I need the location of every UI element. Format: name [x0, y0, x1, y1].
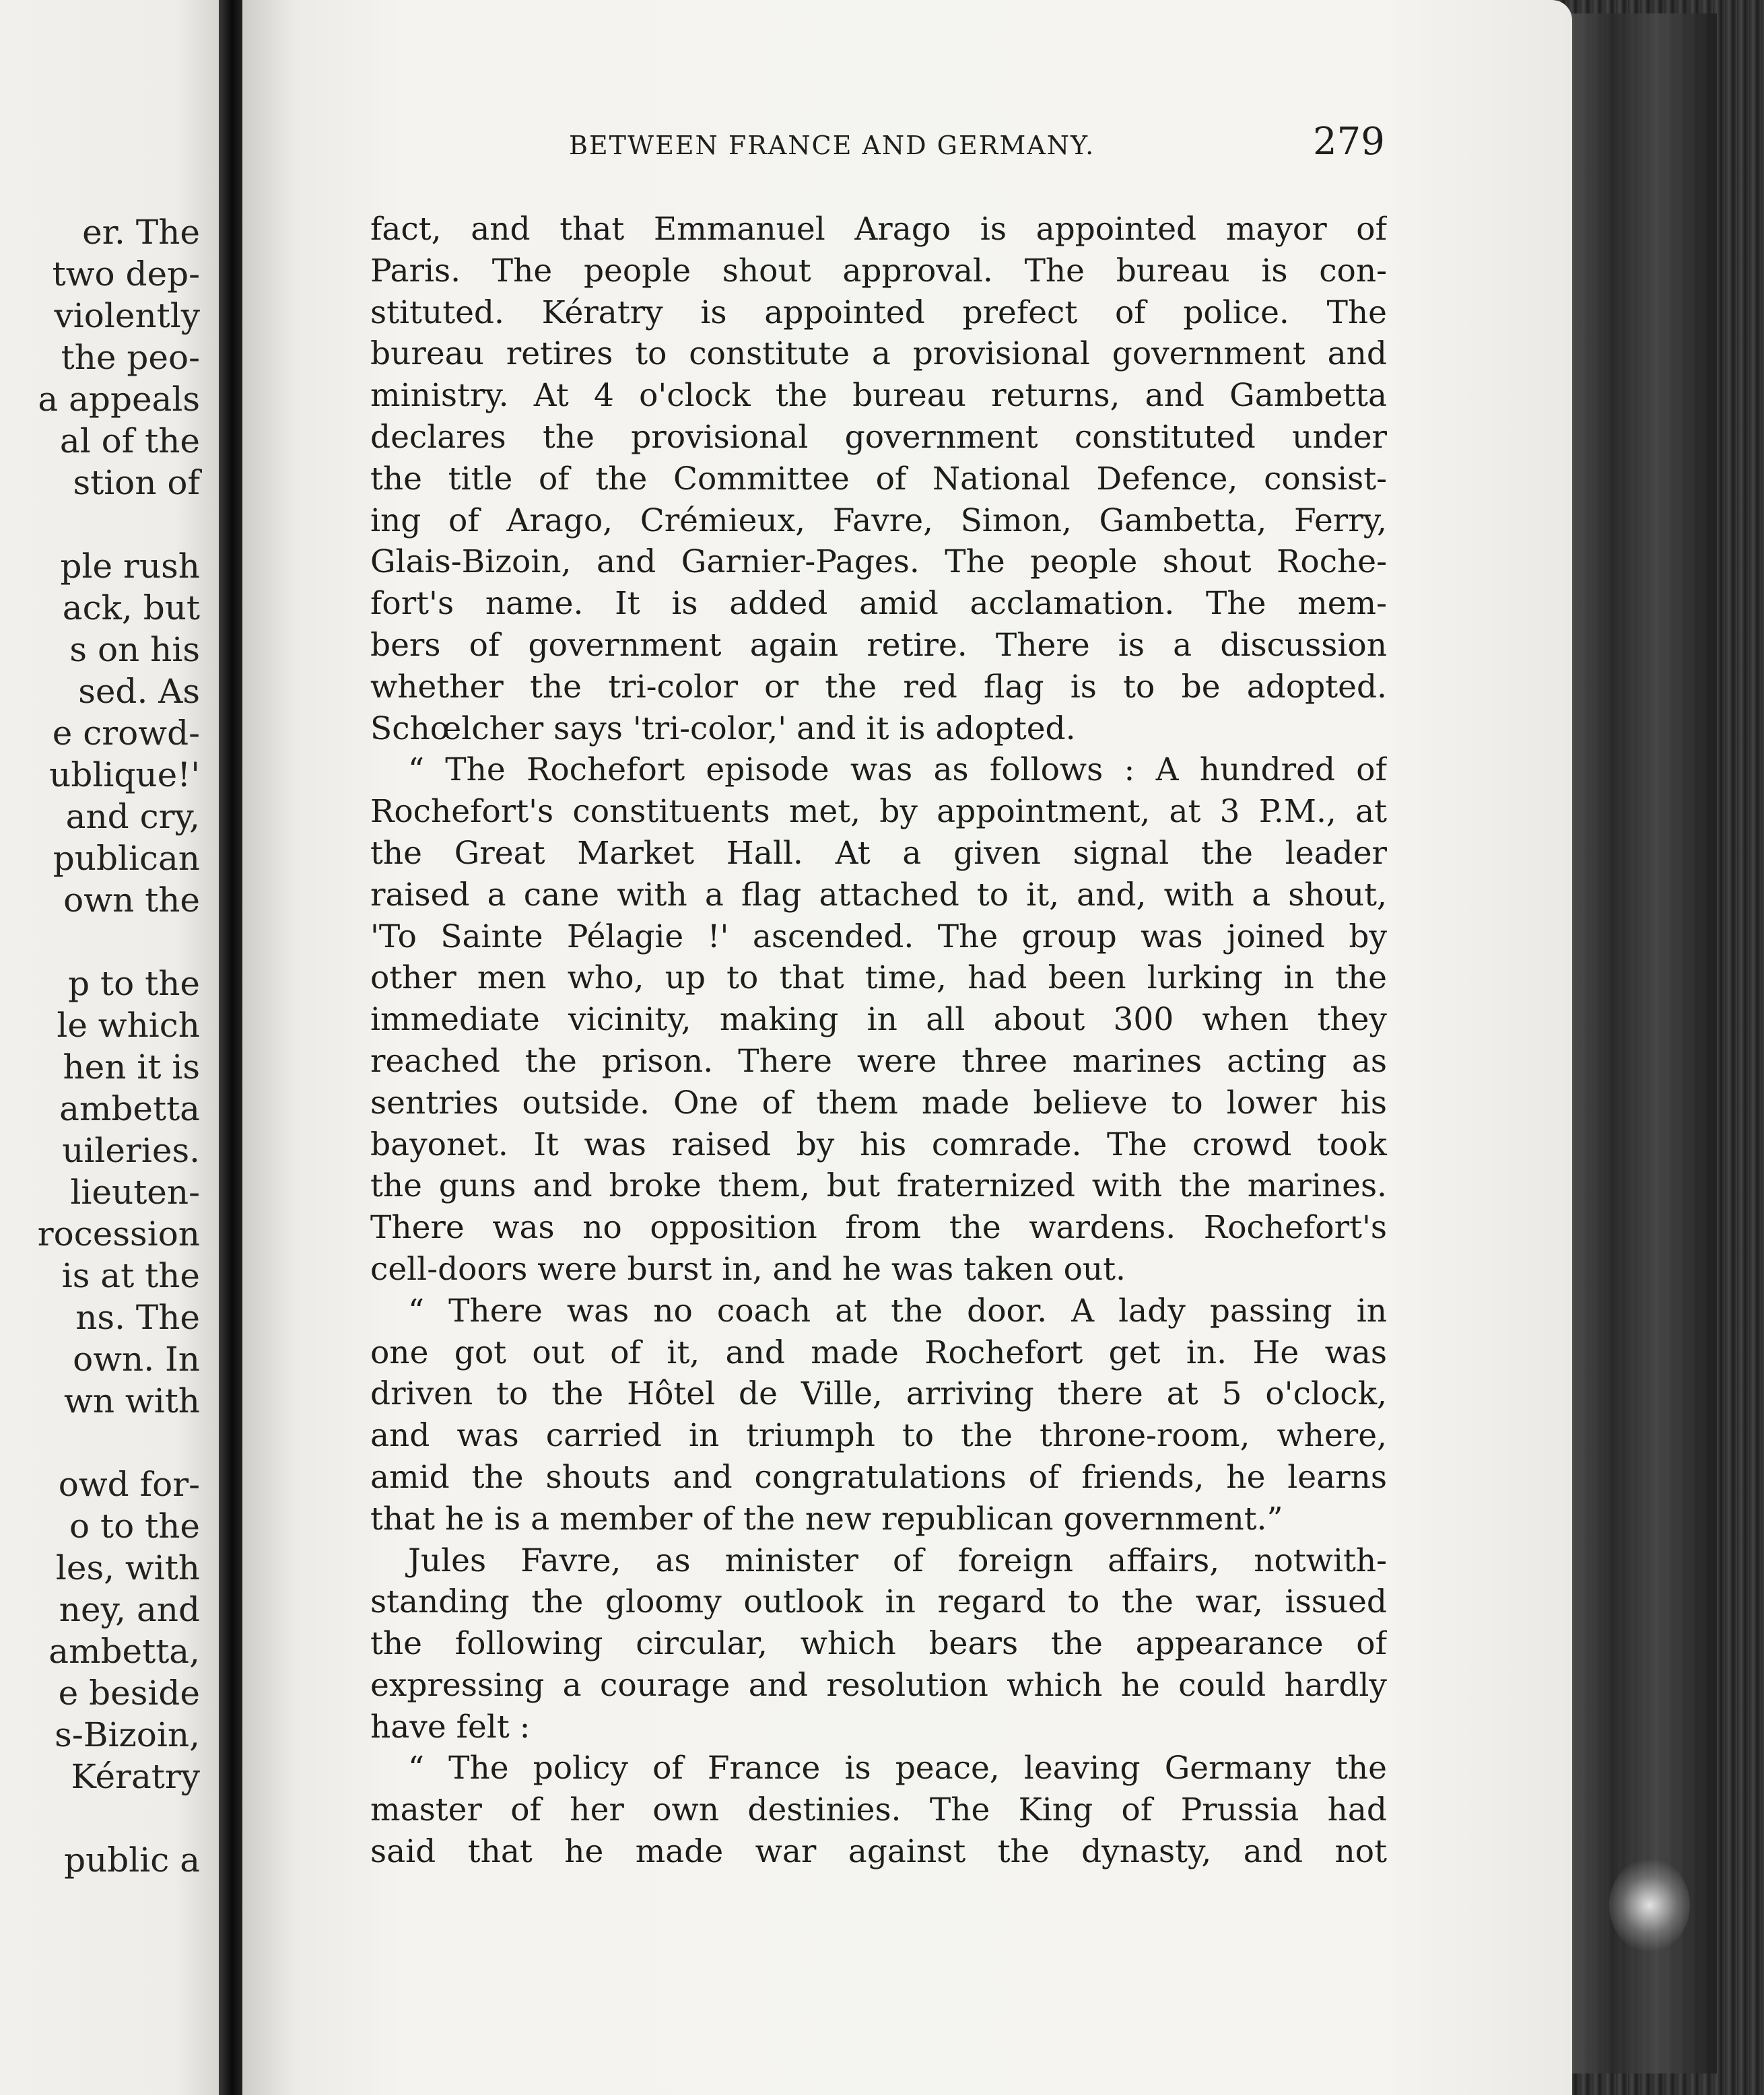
left-page-line: lieuten-	[70, 1173, 200, 1212]
text-line: bureau retires to constitute a provisional government and	[370, 335, 1387, 373]
text-line: Schœlcher says 'tri-color,' and it is adopted.	[370, 710, 1076, 747]
text-line: have felt :	[370, 1708, 531, 1746]
text-line: immediate vicinity, making in all about 300 when they	[370, 1001, 1387, 1039]
left-page-line: er. The	[82, 213, 200, 252]
left-page-line: stion of	[73, 463, 200, 502]
text-line: Glais-Bizoin, and Garnier-Pages. The people shout Roche-	[370, 543, 1387, 581]
text-line: “ The Rochefort episode was as follows : A hundred of	[408, 751, 1387, 789]
left-page-line: publican	[53, 839, 200, 878]
left-page-line: s on his	[69, 630, 200, 669]
left-page-line: rocession	[37, 1214, 200, 1253]
left-page-line: ambetta,	[48, 1632, 200, 1671]
text-line: bayonet. It was raised by his comrade. The crowd took	[370, 1126, 1387, 1163]
text-line: said that he made war against the dynasty, and not	[370, 1833, 1387, 1871]
left-page-line: own the	[63, 881, 200, 920]
left-page-line: o to the	[69, 1507, 200, 1546]
text-line: sentries outside. One of them made believe to lower his	[370, 1084, 1387, 1122]
left-page-line: les, with	[55, 1548, 200, 1587]
left-page-line: ublique!'	[49, 755, 200, 794]
text-line: fort's name. It is added amid acclamation. The mem-	[370, 585, 1387, 623]
text-line: master of her own destinies. The King of Prussia had	[370, 1791, 1387, 1829]
left-page-line: Kératry	[71, 1757, 200, 1796]
left-page-line: is at the	[61, 1256, 200, 1295]
left-page-line: al of the	[59, 421, 200, 460]
text-line: Rochefort's constituents met, by appointment, at 3 P.M., at	[370, 793, 1387, 831]
left-page-line: ambetta	[59, 1089, 200, 1128]
text-line: the guns and broke them, but fraternized with the marines.	[370, 1167, 1387, 1205]
text-line: Paris. The people shout approval. The bureau is con-	[370, 252, 1387, 289]
text-line: and was carried in triumph to the throne-room, where,	[370, 1417, 1387, 1455]
left-page-line: s-Bizoin,	[55, 1715, 200, 1754]
book-gutter	[219, 0, 246, 2095]
text-line: raised a cane with a flag attached to it, and, with a shout,	[370, 876, 1387, 914]
text-line: one got out of it, and made Rochefort get in. He was	[370, 1334, 1387, 1371]
text-line: other men who, up to that time, had been lurking in the	[370, 959, 1387, 997]
text-line: standing the gloomy outlook in regard to the war, issued	[370, 1583, 1387, 1621]
left-page-line: sed. As	[78, 672, 200, 711]
text-line: amid the shouts and congratulations of friends, he learns	[370, 1458, 1387, 1496]
body-text	[370, 209, 1387, 1873]
text-line: the following circular, which bears the appearance of	[370, 1625, 1387, 1663]
left-page-line: public a	[64, 1841, 200, 1880]
text-line: ing of Arago, Crémieux, Favre, Simon, Gambetta, Ferry,	[370, 502, 1387, 539]
text-line: the Great Market Hall. At a given signal the leader	[370, 834, 1387, 872]
text-line: that he is a member of the new republican government.”	[370, 1500, 1283, 1538]
left-page-line: own. In	[73, 1340, 200, 1379]
left-facing-page	[0, 0, 219, 2095]
left-page-line: uileries.	[62, 1131, 200, 1170]
left-page-line: p to the	[68, 964, 200, 1003]
text-line: There was no opposition from the wardens. Rochefort's	[370, 1209, 1387, 1247]
text-line: expressing a courage and resolution which he could hardly	[370, 1666, 1387, 1704]
text-line: the title of the Committee of National Defence, consist-	[370, 460, 1387, 497]
text-line: cell-doors were burst in, and he was taken out.	[370, 1250, 1126, 1288]
left-page-line: and cry,	[65, 797, 200, 836]
left-page-line: ns. The	[75, 1298, 200, 1337]
left-page-line: ple rush	[60, 547, 200, 586]
left-page-line: e crowd-	[52, 714, 200, 753]
text-line: bers of government again retire. There is a discussion	[370, 626, 1387, 664]
text-line: whether the tri-color or the red flag is to be adopted.	[370, 668, 1387, 706]
text-line: driven to the Hôtel de Ville, arriving there at 5 o'clock,	[370, 1375, 1387, 1413]
light-reflection	[1609, 1858, 1690, 1952]
text-line: fact, and that Emmanuel Arago is appointed mayor of	[370, 211, 1387, 248]
left-page-line: two dep-	[52, 254, 200, 294]
left-page-line: le which	[57, 1006, 200, 1045]
text-line: “ The policy of France is peace, leaving Germany the	[408, 1750, 1387, 1787]
text-line: stituted. Kératry is appointed prefect of police. The	[370, 294, 1387, 331]
left-page-line: ney, and	[59, 1590, 200, 1629]
left-page-line: hen it is	[63, 1048, 200, 1087]
left-page-line: a appeals	[38, 380, 200, 419]
page-number: 279	[1313, 120, 1385, 164]
running-head: BETWEEN FRANCE AND GERMANY.	[569, 131, 1095, 160]
left-page-line: violently	[54, 296, 200, 335]
left-page-line: ack, but	[62, 588, 200, 627]
text-line: declares the provisional government constituted under	[370, 418, 1387, 456]
book-page-edges-shade	[1569, 13, 1717, 2073]
text-line: reached the prison. There were three marines acting as	[370, 1042, 1387, 1080]
text-line: ministry. At 4 o'clock the bureau returns, and Gambetta	[370, 377, 1387, 415]
left-page-line: owd for-	[58, 1465, 200, 1504]
left-page-line: wn with	[64, 1381, 200, 1420]
text-line: Jules Favre, as minister of foreign affairs, notwith-	[408, 1542, 1387, 1579]
left-page-line: the peo-	[61, 338, 200, 377]
text-line: 'To Sainte Pélagie !' ascended. The group was joined by	[370, 918, 1387, 955]
left-page-line: e beside	[58, 1674, 200, 1713]
text-line: “ There was no coach at the door. A lady passing in	[408, 1292, 1387, 1330]
